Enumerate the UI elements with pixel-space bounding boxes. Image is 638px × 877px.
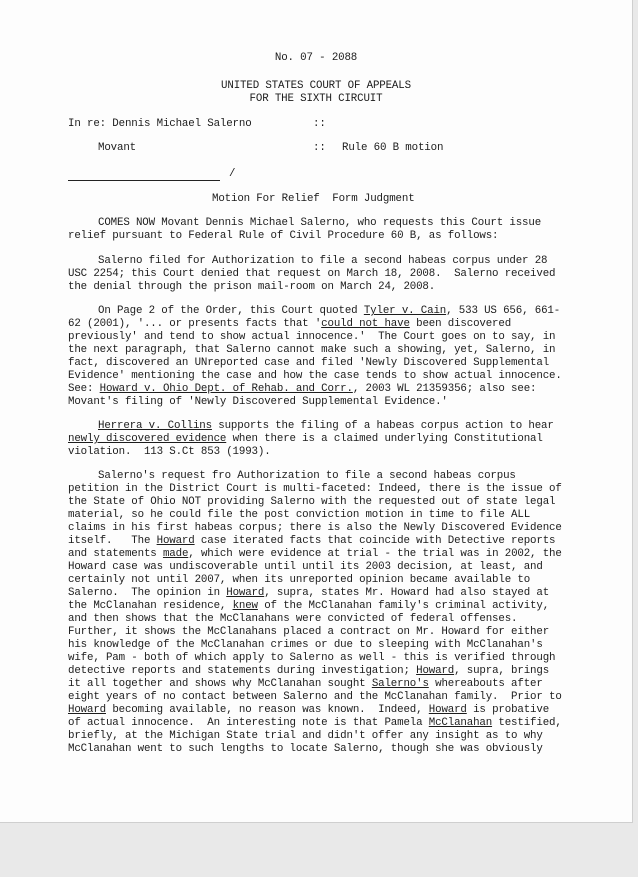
- body-line: petition in the District Court is multi-faceted: Indeed, there is the issue of: [68, 483, 562, 495]
- case-name-howard: Howard: [156, 535, 195, 547]
- caption-separator: ::: [313, 118, 326, 130]
- text-run: Salerno. The opinion in: [68, 587, 227, 599]
- caption-separator: ::: [313, 142, 326, 154]
- body-line: briefly, at the Michigan State trial and didn't offer any insight as to why: [68, 730, 543, 742]
- text-run: detective reports and statements during investigation;: [68, 665, 417, 677]
- text-run: when there is a claimed underlying Constitutional: [226, 433, 543, 445]
- text-run: , supra, states Mr. Howard had also stayed at: [264, 587, 550, 599]
- court-name: UNITED STATES COURT OF APPEALS: [221, 80, 411, 92]
- signature-blank-line: [68, 180, 220, 181]
- caption-movant: Movant: [98, 142, 136, 154]
- text-run: case iterated facts that coincide with Detective reports: [194, 535, 556, 547]
- underlined-word: Salerno's: [371, 678, 429, 690]
- text-run: of actual innocence. An interesting note is that Pamela: [68, 717, 429, 729]
- text-run: and statements: [68, 548, 163, 560]
- text-run: whereabouts after: [428, 678, 543, 690]
- body-line: Further, it shows the McClanahans placed a contract on Mr. Howard for either: [68, 626, 550, 638]
- underlined-phrase: could not have: [321, 318, 410, 330]
- case-citation: Howard v. Ohio Dept. of Rehab. and Corr.: [99, 383, 353, 395]
- body-line: [68, 600, 549, 613]
- body-line: Movant's filing of 'Newly Discovered Supplemental Evidence.': [68, 396, 448, 408]
- case-citation: Herrera v. Collins: [98, 420, 212, 432]
- caption-in-re: In re: Dennis Michael Salerno: [68, 118, 252, 130]
- body-line: [68, 717, 562, 730]
- court-circuit: FOR THE SIXTH CIRCUIT: [249, 93, 383, 105]
- text-run: On Page 2 of the Order, this Court quoted: [98, 305, 358, 317]
- case-citation: Tyler v. Cain: [363, 305, 447, 317]
- text-run: 62 (2001), '... or presents facts that ': [68, 318, 322, 330]
- body-line: the next paragraph, that Salerno cannot make such a showing, yet, Salerno, in: [68, 344, 556, 356]
- body-line: [68, 678, 543, 691]
- text-run: it all together and shows why McClanahan sought: [68, 678, 372, 690]
- body-line: [98, 420, 554, 433]
- case-name-howard: Howard: [68, 704, 106, 716]
- body-line: [68, 704, 549, 717]
- text-run: , 2003 WL 21359356; also see:: [352, 383, 537, 395]
- body-line: [68, 548, 562, 561]
- body-line: Salerno's request fro Authorization to file a second habeas corpus: [98, 470, 516, 482]
- case-number: No. 07 - 2088: [274, 52, 358, 64]
- body-line: the State of Ohio NOT providing Salerno with the requested out of state legal: [68, 496, 556, 508]
- body-line: McClanahan went to such lengths to locate Salerno, though she was obviously: [68, 743, 543, 755]
- body-line: [68, 383, 536, 396]
- body-line: [68, 665, 549, 678]
- case-name-howard: Howard: [226, 587, 265, 599]
- body-line: the denial through the prison mail-room on March 24, 2008.: [68, 281, 436, 293]
- body-line: and then shows that the McClanahans were convicted of federal offenses.: [68, 613, 518, 625]
- text-run: supports the filing of a habeas corpus action to hear: [211, 420, 554, 432]
- body-line: [98, 305, 560, 318]
- text-run: of the McClanahan family's criminal activity,: [257, 600, 550, 612]
- text-run: , 533 US 656, 661-: [446, 305, 561, 317]
- text-run: becoming available, no reason was known. Indeed,: [105, 704, 429, 716]
- caption-motion-type: Rule 60 B motion: [342, 142, 444, 154]
- text-run: is probative: [466, 704, 550, 716]
- body-line: [68, 433, 543, 446]
- body-line: relief pursuant to Federal Rule of Civil Procedure 60 B, as follows:: [68, 230, 499, 242]
- text-run: , supra, brings: [454, 665, 550, 677]
- text-run: , which were evidence at trial - the trial was in 2002, the: [188, 548, 562, 560]
- body-line: Salerno filed for Authorization to file a second habeas corpus under 28: [98, 255, 548, 267]
- body-line: certainly not until 2007, when its unreported opinion became available to: [68, 574, 531, 586]
- body-line: eight years of no contact between Salerno and the McClanahan family. Prior to: [68, 691, 562, 703]
- body-line: COMES NOW Movant Dennis Michael Salerno, who requests this Court issue: [98, 217, 542, 229]
- body-line: material, so he could file the post conviction motion in time to file ALL: [68, 509, 531, 521]
- case-name-howard: Howard: [428, 704, 467, 716]
- caption-slash: /: [229, 168, 236, 180]
- body-line: Evidence' mentioning the case and how the case tends to show actual innocence.: [68, 370, 562, 382]
- text-run: been discovered: [409, 318, 512, 330]
- body-line: claims in his first habeas corpus; there is also the Newly Discovered Evidence: [68, 522, 562, 534]
- body-line: fact, discovered an UNreported case and filed 'Newly Discovered Supplemental: [68, 357, 550, 369]
- body-line: [68, 587, 549, 600]
- body-line: Howard case was undiscoverable until until its 2003 decision, at least, and: [68, 561, 543, 573]
- underlined-phrase: newly discovered evidence: [68, 433, 227, 445]
- body-line: USC 2254; this Court denied that request on March 18, 2008. Salerno received: [68, 268, 556, 280]
- body-line: violation. 113 S.Ct 853 (1993).: [68, 446, 271, 458]
- body-line: his knowledge of the McClanahan crimes or due to sleeping with McClanahan's: [68, 639, 543, 651]
- underlined-word: made: [162, 548, 189, 560]
- case-name-howard: Howard: [416, 665, 455, 677]
- body-line: [68, 318, 511, 331]
- body-line: previously' and tend to show actual innocence.' The Court goes on to say, in: [68, 331, 556, 343]
- document-title: Motion For Relief Form Judgment: [212, 193, 415, 205]
- underlined-word: McClanahan: [428, 717, 493, 729]
- text-run: See:: [68, 383, 100, 395]
- underlined-word: knew: [232, 600, 258, 612]
- text-run: testified,: [492, 717, 562, 729]
- text-run: itself. The: [68, 535, 157, 547]
- body-line: [68, 535, 555, 548]
- text-run: the McClanahan residence,: [68, 600, 233, 612]
- body-line: wife, Pam - both of which apply to Salerno as well - this is verified through: [68, 652, 556, 664]
